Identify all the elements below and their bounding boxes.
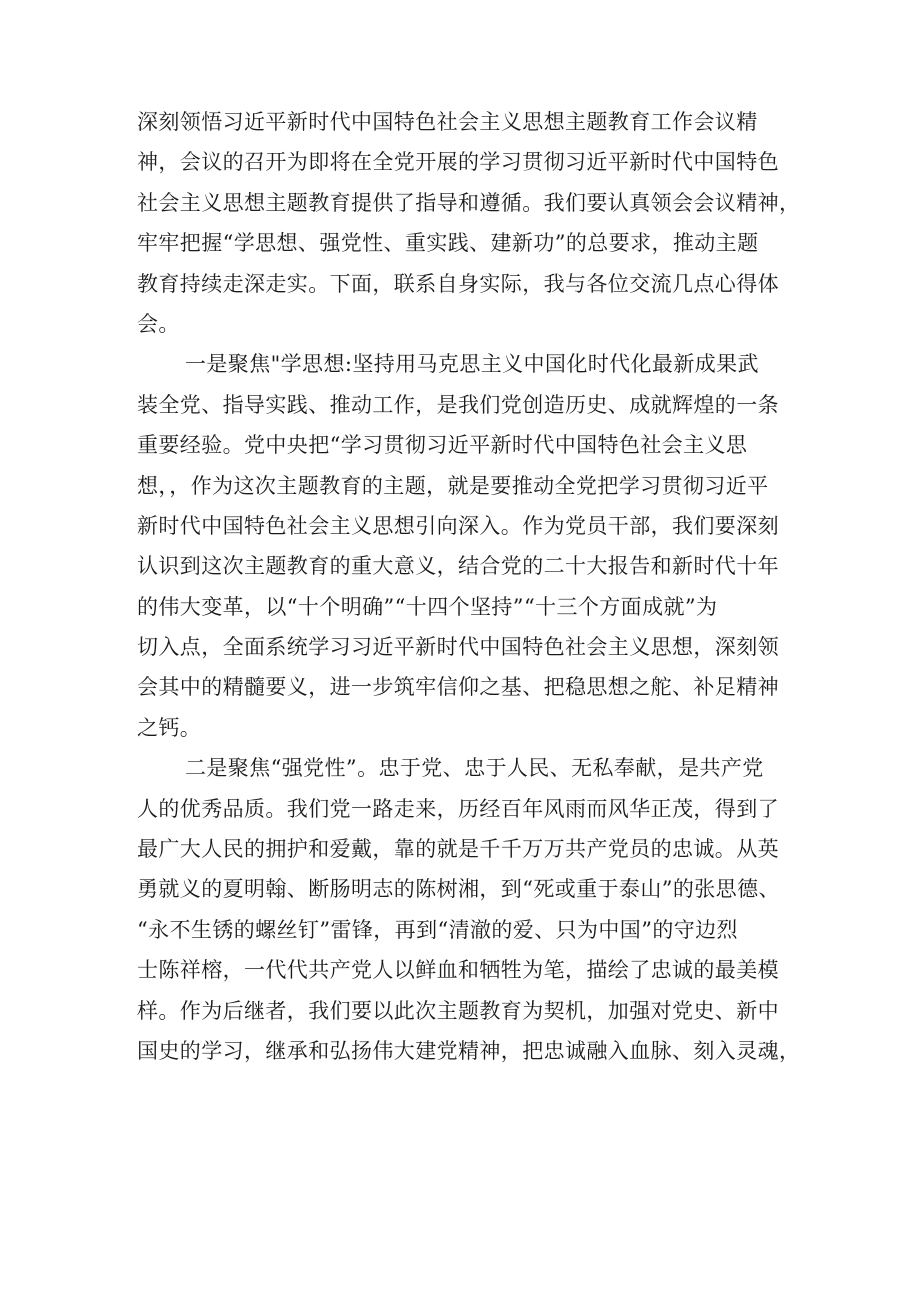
text-line: 神，会议的召开为即将在全党开展的学习贯彻习近平新时代中国特色 [137, 150, 779, 175]
text-line: 勇就义的夏明翰、断肠明志的陈树湘，到“死或重于泰山”的张思德、 [137, 877, 780, 902]
text-line: 人的优秀品质。我们党一路走来，历经百年风雨而风华正茂，得到了 [137, 796, 779, 821]
text-line: 样。作为后继者，我们要以此次主题教育为契机，加强对党史、新中 [137, 998, 779, 1023]
text-line: 社会主义思想主题教育提供了指导和遵循。我们要认真领会会议精神， [137, 190, 801, 215]
text-line: 新时代中国特色社会主义思想引向深入。作为党员干部，我们要深刻 [137, 513, 779, 538]
text-line: 认识到这次主题教育的重大意义，结合党的二十大报告和新时代十年 [137, 554, 779, 579]
text-line: 最广大人民的拥护和爱戴，靠的就是千千万万共产党员的忠诚。从英 [137, 837, 779, 862]
text-line: 重要经验。党中央把“学习贯彻习近平新时代中国特色社会主义思 [137, 433, 748, 458]
text-line: 的伟大变革，以“十个明确”“十四个坚持”“十三个方面成就”为 [137, 594, 718, 619]
document-body [137, 102, 807, 1071]
paragraph-first-line: 二是聚焦“强党性”。忠于党、忠于人民、无私奉献，是共产党 [185, 756, 764, 781]
text-line: 之钙。 [137, 715, 202, 740]
text-line: 想，，作为这次主题教育的主题，就是要推动全党把学习贯彻习近平 [137, 473, 769, 498]
text-line: 会其中的精髓要义，进一步筑牢信仰之基、把稳思想之舵、补足精神 [137, 675, 779, 700]
text-line: 牢牢把握“学思想、强党性、重实践、建新功”的总要求，推动主题 [137, 231, 759, 256]
text-line: 深刻领悟习近平新时代中国特色社会主义思想主题教育工作会议精 [137, 110, 758, 134]
text-line: 装全党、指导实践、推动工作，是我们党创造历史、成就辉煌的一条 [137, 392, 779, 417]
text-line: 教育持续走深走实。下面，联系自身实际，我与各位交流几点心得体 [137, 271, 779, 296]
text-line: 切入点，全面系统学习习近平新时代中国特色社会主义思想，深刻领 [137, 635, 779, 660]
text-line: 会。 [137, 311, 180, 336]
text-line: 士陈祥榕，一代代共产党人以鲜血和牺牲为笔，描绘了忠诚的最美模 [137, 958, 779, 983]
paragraph-first-line: 一是聚焦"学思想:坚持用马克思主义中国化时代化最新成果武 [185, 352, 759, 377]
text-line: 国史的学习，继承和弘扬伟大建党精神，把忠诚融入血脉、刻入灵魂， [137, 1038, 801, 1063]
text-line: “永不生锈的螺丝钉”雷锋，再到“清澈的爱、只为中国”的守边烈 [137, 917, 738, 942]
